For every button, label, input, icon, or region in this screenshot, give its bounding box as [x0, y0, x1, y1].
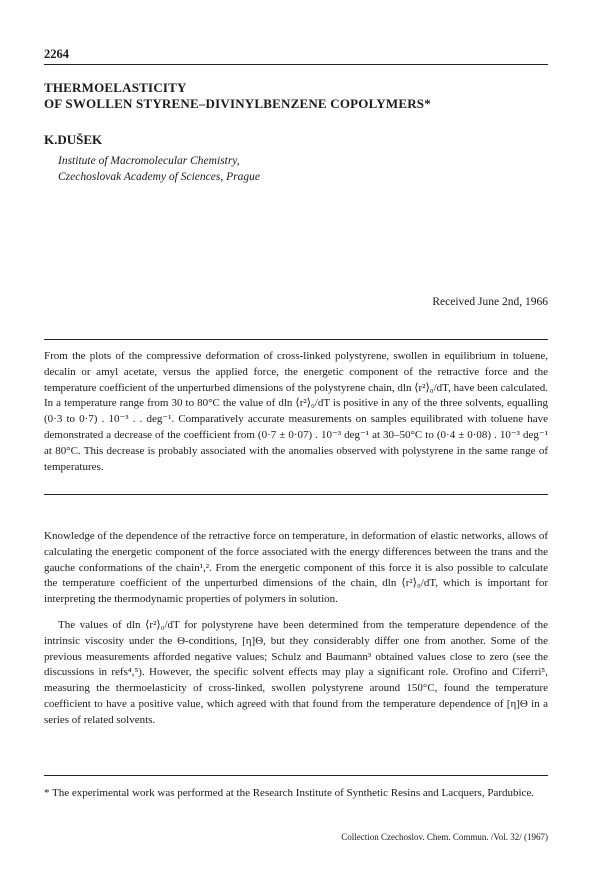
- author-name: K.DUŠEK: [44, 132, 103, 147]
- abstract: From the plots of the compressive deformation of cross-linked polystyrene, swollen in equilibrium in toluene, decalin or amyl acetate, versus the applied force, the energetic component of the retractive force and the temperature coefficient of the unperturbed dimensions of the polystyrene chain, dln ⟨r²⟩₀/dT, have been calculated. In a temperature range from 30 to 80°C the value of dln ⟨r²⟩₀/dT is positive in any of the three solvents, equalling (0·3 to 0·7) . 10⁻³ . . deg⁻¹. Comparatively accurate measurements on samples equilibrated with toluene have demonstrated a decrease of the coefficient from (0·7 ± 0·07) . 10⁻³ deg⁻¹ at 30–50°C to (0·4 ± 0·08) . 10⁻³ deg⁻¹ at 80°C. This decrease is probably associated with the anomalies observed with polystyrene in the same range of temperatures.: [44, 350, 548, 473]
- header-rule: [44, 64, 548, 65]
- footnote-rule: [44, 775, 548, 776]
- title-line-1: THERMOELASTICITY: [44, 80, 187, 95]
- body-paragraph-2: The values of dln ⟨r²⟩₀/dT for polystyrene have been determined from the temperature dependence of the intrinsic viscosity under the Θ-conditions, [η]Θ, but they considerably differ one from another. Some of the previous measurements afforded negative values; Schulz and Baumann³ obtained values close to zero (see the discussions in refs⁴,⁵). However, the specific solvent effects may play a significant role. Orofino and Ciferri⁵, measuring the thermoelasticity of cross-linked, swollen polystyrene around 150°C, found the temperature coefficient to have a positive value, which agreed with that found from the temperature dependence of [η]Θ in a series of related solvents.: [44, 619, 548, 726]
- affiliation-line-2: Czechoslovak Academy of Sciences, Prague: [58, 171, 260, 183]
- received-date: Received June 2nd, 1966: [432, 296, 548, 308]
- author-affiliation: [58, 153, 260, 185]
- article-title: [44, 80, 431, 112]
- journal-citation: Collection Czechoslov. Chem. Commun. /Vol. 32/ (1967): [341, 832, 548, 842]
- title-line-2: OF SWOLLEN STYRENE–DIVINYLBENZENE COPOLYMERS*: [44, 96, 431, 111]
- affiliation-line-1: Institute of Macromolecular Chemistry,: [58, 155, 240, 167]
- footnote: * The experimental work was performed at the Research Institute of Synthetic Resins and Lacquers, Pardubice.: [44, 787, 535, 799]
- page-number: 2264: [44, 47, 69, 61]
- body-paragraph-1: Knowledge of the dependence of the retractive force on temperature, in deformation of elastic networks, allows of calculating the energetic component of the force associated with the energy differences between the trans and the gauche conformations of the chain¹,². From the energetic component of this force it is also possible to calculate the temperature coefficient of the unperturbed dimensions of the chain, dln ⟨r²⟩₀/dT, which is important for interpreting the thermodynamic properties of polymers in solution.: [44, 530, 548, 606]
- abstract-top-rule: [44, 339, 548, 340]
- abstract-bottom-rule: [44, 494, 548, 495]
